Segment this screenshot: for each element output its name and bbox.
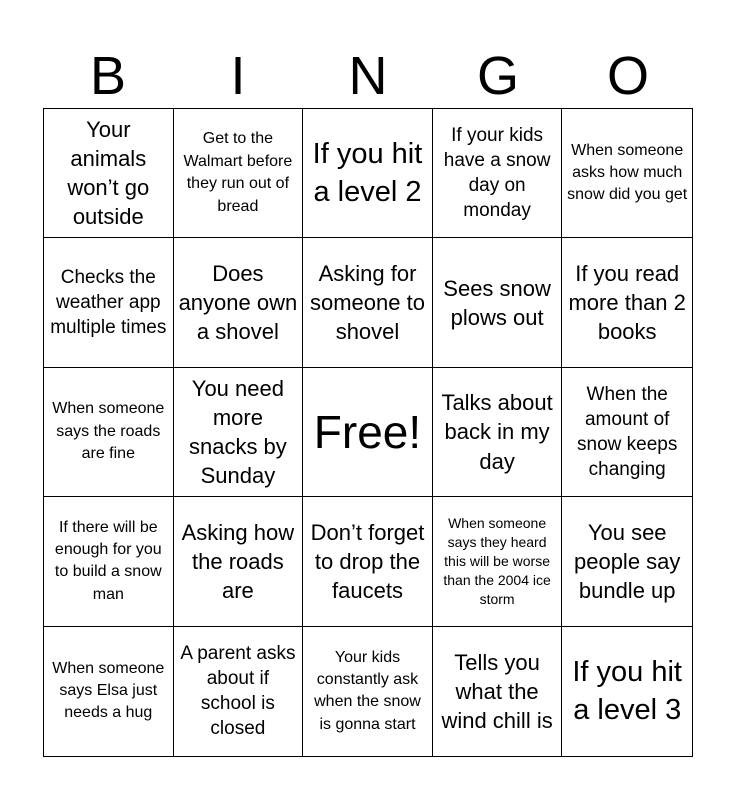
bingo-cell[interactable]: Checks the weather app multiple times [44,238,174,367]
bingo-cell[interactable]: Don’t forget to drop the faucets [303,497,433,626]
bingo-cell[interactable]: Asking how the roads are [174,497,304,626]
bingo-cell[interactable]: Your animals won’t go outside [44,109,174,238]
header-letter-n: N [348,46,388,106]
bingo-cell[interactable]: If there will be enough for you to build a snow man [44,497,174,626]
bingo-cell[interactable]: When someone says they heard this will be worse than the 2004 ice storm [433,497,563,626]
bingo-cell[interactable]: Does anyone own a shovel [174,238,304,367]
bingo-cell[interactable]: If you hit a level 3 [572,656,682,727]
bingo-cell[interactable]: When someone asks how much snow did you get [562,109,692,238]
header-letter-o: O [606,46,649,106]
bingo-cell[interactable]: When someone says the roads are fine [44,368,174,497]
bingo-cell[interactable]: If you read more than 2 books [562,238,692,367]
bingo-card-grid [43,108,693,757]
bingo-cell[interactable]: You see people say bundle up [562,497,692,626]
bingo-cell[interactable]: When someone says Elsa just needs a hug [44,627,174,756]
bingo-cell[interactable]: Asking for someone to shovel [303,238,433,367]
header-letter-g: G [476,46,519,106]
header-letter-i: I [230,46,246,106]
header-letter-b: B [89,46,127,106]
bingo-cell[interactable]: Your kids constantly ask when the snow is gonna start [303,627,433,756]
bingo-cell[interactable]: You need more snacks by Sunday [174,368,304,497]
bingo-cell[interactable]: Sees snow plows out [433,238,563,367]
bingo-cell[interactable]: If you hit a level 2 [303,109,433,238]
bingo-cell[interactable]: Get to the Walmart before they run out of bread [174,109,304,238]
bingo-cell[interactable]: A parent asks about if school is closed [174,627,304,756]
bingo-cell[interactable]: When the amount of snow keeps changing [562,368,692,497]
bingo-cell[interactable]: If your kids have a snow day on monday [433,109,563,238]
bingo-cell[interactable]: Talks about back in my day [433,368,563,497]
free-space-cell[interactable]: Free! [303,368,433,497]
bingo-cell[interactable]: Tells you what the wind chill is [433,627,563,756]
bingo-header [43,44,693,108]
